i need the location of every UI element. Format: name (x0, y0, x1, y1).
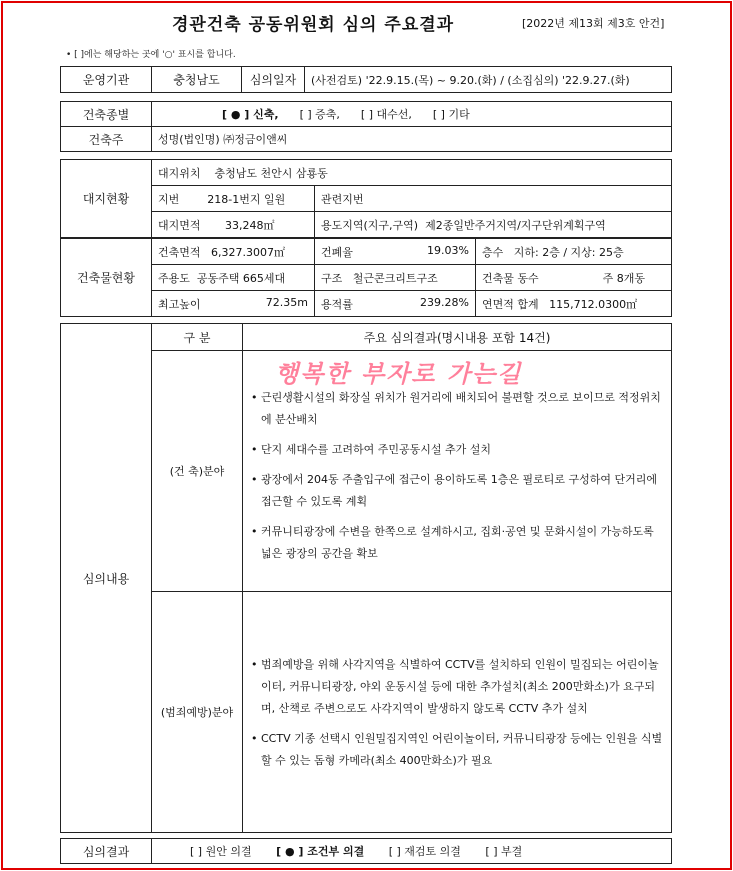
site-zone (315, 212, 672, 238)
list-item: • 단지 세대수를 고려하여 주민공동시설 추가 설치 (251, 439, 665, 461)
owner-label: 건축주 (61, 127, 152, 152)
floors-label: 층수 (482, 245, 504, 259)
review-table (60, 323, 672, 833)
site-lot-value: 218-1번지 일원 (207, 192, 286, 206)
site-area-value: 33,248㎡ (225, 218, 275, 232)
org-label: 운영기관 (61, 67, 152, 93)
list-item: • 근린생활시설의 화장실 위치가 원거리에 배치되어 불편할 것으로 보이므로 적정위치에 분산배치 (251, 387, 665, 431)
list-item: • 커뮤니티광장에 수변을 한쪽으로 설계하시고, 집회·공연 및 문화시설이 가능하도록 넓은 광장의 공간을 확보 (251, 521, 665, 565)
building-floors (476, 239, 672, 265)
site-related-lot-label: 관련지번 (321, 192, 364, 206)
review-label: 심의내용 (61, 324, 152, 833)
list-item: • 광장에서 204동 주출입구에 접근이 용이하도록 1층은 필로티로 구성하여 단거리에 접근할 수 있도록 계획 (251, 469, 665, 513)
count-label: 건축물 동수 (482, 271, 539, 285)
height-value: 72.35m (265, 295, 308, 309)
height-label: 최고높이 (158, 297, 201, 311)
building-count (476, 265, 672, 291)
result-table (60, 838, 672, 864)
document-title: 경관건축 공동위원회 심의 주요결과 (172, 15, 455, 35)
total-area-label: 연면적 합계 (482, 297, 539, 311)
use-label: 주용도 (158, 271, 190, 285)
type-option-new: [ ● ] 신축, (222, 108, 279, 121)
agenda-number: [2022년 제13회 제3호 안건] (522, 17, 665, 30)
count-value: 주 8개동 (602, 271, 645, 285)
floor-area-value: 6,327.3007㎡ (211, 245, 285, 259)
date-value: (사전검토) '22.9.15.(목) ~ 9.20.(화) / (소집심의) '22.9.27.(화) (305, 67, 672, 93)
watermark-text: 행복한 부자로 가는길 (275, 360, 523, 388)
building-label: 건축물현황 (61, 239, 152, 317)
site-location (152, 160, 672, 186)
site-related-lot (315, 186, 672, 212)
site-lot-label: 지번 (158, 192, 180, 206)
type-option-extension: [ ] 증축, (299, 108, 340, 121)
org-value: 충청남도 (152, 67, 242, 93)
building-far (315, 291, 476, 317)
use-value: 공동주택 665세대 (196, 271, 286, 285)
category-header: 구 분 (152, 324, 243, 351)
site-area (152, 212, 315, 238)
site-table (60, 159, 672, 238)
owner-value: 성명(법인명) ㈜정금이앤씨 (152, 127, 672, 152)
total-area-value: 115,712.0300㎡ (549, 297, 638, 311)
structure-value: 철근콘크리트구조 (352, 271, 438, 285)
site-area-label: 대지면적 (158, 218, 201, 232)
building-use (152, 265, 315, 291)
category-crime-prevention: (범죄예방)분야 (152, 592, 243, 833)
far-label: 용적률 (321, 297, 353, 311)
building-table (60, 238, 672, 317)
far-value: 239.28% (420, 295, 469, 309)
result-header: 주요 심의결과(명시내용 포함 14건) (243, 324, 672, 351)
crime-prevention-results (243, 592, 672, 833)
site-location-label: 대지위치 (158, 166, 201, 180)
result-option-conditional: [ ● ] 조건부 의결 (276, 845, 365, 858)
instruction-note: • [ ]에는 해당하는 곳에 '○' 표시를 합니다. (66, 50, 236, 60)
floor-area-label: 건축면적 (158, 245, 201, 259)
site-location-value: 충청남도 천안시 삼룡동 (214, 166, 328, 180)
result-options (152, 839, 672, 864)
crime-prevention-list (251, 654, 665, 772)
list-item: • CCTV 기종 선택시 인원밀집지역인 어린이놀이터, 커뮤니티광장 등에는 인원을 식별할 수 있는 돔형 카메라(최소 400만화소)가 필요 (251, 728, 665, 772)
site-zone-value: 제2종일반주거지역/지구단위계획구역 (425, 218, 606, 232)
coverage-value: 19.03% (427, 243, 469, 257)
type-option-other: [ ] 기타 (432, 108, 470, 121)
structure-label: 구조 (321, 271, 343, 285)
site-label: 대지현황 (61, 160, 152, 238)
result-option-original: [ ] 원안 의결 (190, 845, 252, 858)
category-architecture: (건 축)분야 (152, 351, 243, 592)
architecture-list (251, 387, 665, 565)
building-total-area (476, 291, 672, 317)
building-type-label: 건축종별 (61, 102, 152, 127)
building-coverage (315, 239, 476, 265)
building-floor-area (152, 239, 315, 265)
building-type-options (152, 102, 672, 127)
site-zone-label: 용도지역(지구,구역) (321, 218, 419, 232)
building-height (152, 291, 315, 317)
building-structure (315, 265, 476, 291)
type-option-repair: [ ] 대수선, (360, 108, 412, 121)
list-item: • 범죄예방을 위해 사각지역을 식별하여 CCTV를 설치하되 인원이 밀집되는 어린이놀이터, 커뮤니티광장, 야외 운동시설 등에 대한 추가설치(최소 200만화소)가 요구되며, 산책로 주변으로도 사각지역이 발생하지 않도록 CCTV 추가 설치 (251, 654, 665, 720)
result-label: 심의결과 (61, 839, 152, 864)
result-option-rejected: [ ] 부결 (485, 845, 523, 858)
result-option-review: [ ] 재검토 의결 (388, 845, 461, 858)
operation-table (60, 66, 672, 93)
floors-value: 지하: 2층 / 지상: 25층 (513, 245, 624, 259)
building-type-table (60, 101, 672, 152)
date-label: 심의일자 (242, 67, 305, 93)
coverage-label: 건폐율 (321, 245, 353, 259)
site-lot (152, 186, 315, 212)
